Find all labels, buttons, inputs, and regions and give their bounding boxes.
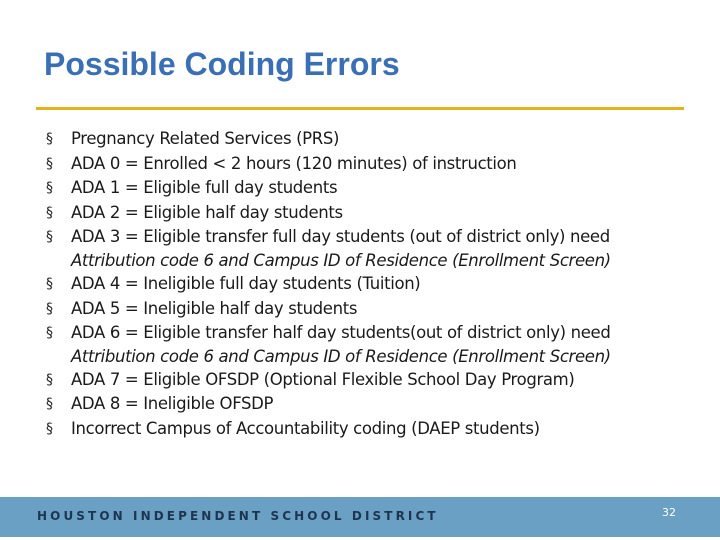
bullet-text: ADA 7 = Eligible OFSDP (Optional Flexible School Day Program) <box>71 369 575 389</box>
list-item <box>46 272 696 297</box>
list-item <box>46 201 696 226</box>
bullet-continuation: Attribution code 6 and Campus ID of Residence (Enrollment Screen) <box>71 346 611 366</box>
bullet-icon: § <box>46 180 53 197</box>
list-item <box>46 225 696 272</box>
list-item <box>46 127 696 152</box>
bullet-icon: § <box>46 371 53 388</box>
bullet-icon: § <box>46 420 53 437</box>
district-name: HOUSTON INDEPENDENT SCHOOL DISTRICT <box>37 509 439 523</box>
list-item <box>46 368 696 393</box>
bullet-text: Incorrect Campus of Accountability coding (DAEP students) <box>71 418 540 438</box>
slide-title: Possible Coding Errors <box>44 46 400 82</box>
bullet-icon: § <box>46 155 53 172</box>
list-item <box>46 152 696 177</box>
bullet-text: ADA 6 = Eligible transfer half day students(out of district only) need <box>71 323 611 343</box>
bullet-icon: § <box>46 325 53 342</box>
page-number: 32 <box>662 506 676 519</box>
bullet-icon: § <box>46 204 53 221</box>
bullet-text: ADA 2 = Eligible half day students <box>71 202 343 222</box>
bullet-icon: § <box>46 275 53 292</box>
bullet-text: ADA 3 = Eligible transfer full day students (out of district only) need <box>71 227 610 247</box>
bullet-icon: § <box>46 131 53 147</box>
bullet-text: Pregnancy Related Services (PRS) <box>71 129 340 148</box>
list-item <box>46 417 696 442</box>
bullet-list <box>46 127 696 442</box>
bullet-text: ADA 8 = Ineligible OFSDP <box>71 394 274 414</box>
title-divider <box>36 107 684 110</box>
footer-bar <box>0 497 720 537</box>
bullet-text: ADA 1 = Eligible full day students <box>71 178 338 198</box>
bullet-text: ADA 5 = Ineligible half day students <box>71 298 358 318</box>
bullet-icon: § <box>46 300 53 317</box>
bullet-text: ADA 4 = Ineligible full day students (Tuition) <box>71 273 421 293</box>
bullet-icon: § <box>46 229 53 246</box>
list-item <box>46 392 696 417</box>
bullet-icon: § <box>46 396 53 413</box>
bullet-continuation: Attribution code 6 and Campus ID of Residence (Enrollment Screen) <box>71 250 611 270</box>
list-item <box>46 176 696 201</box>
list-item <box>46 297 696 322</box>
bullet-text: ADA 0 = Enrolled < 2 hours (120 minutes) of instruction <box>71 153 517 173</box>
list-item <box>46 321 696 368</box>
